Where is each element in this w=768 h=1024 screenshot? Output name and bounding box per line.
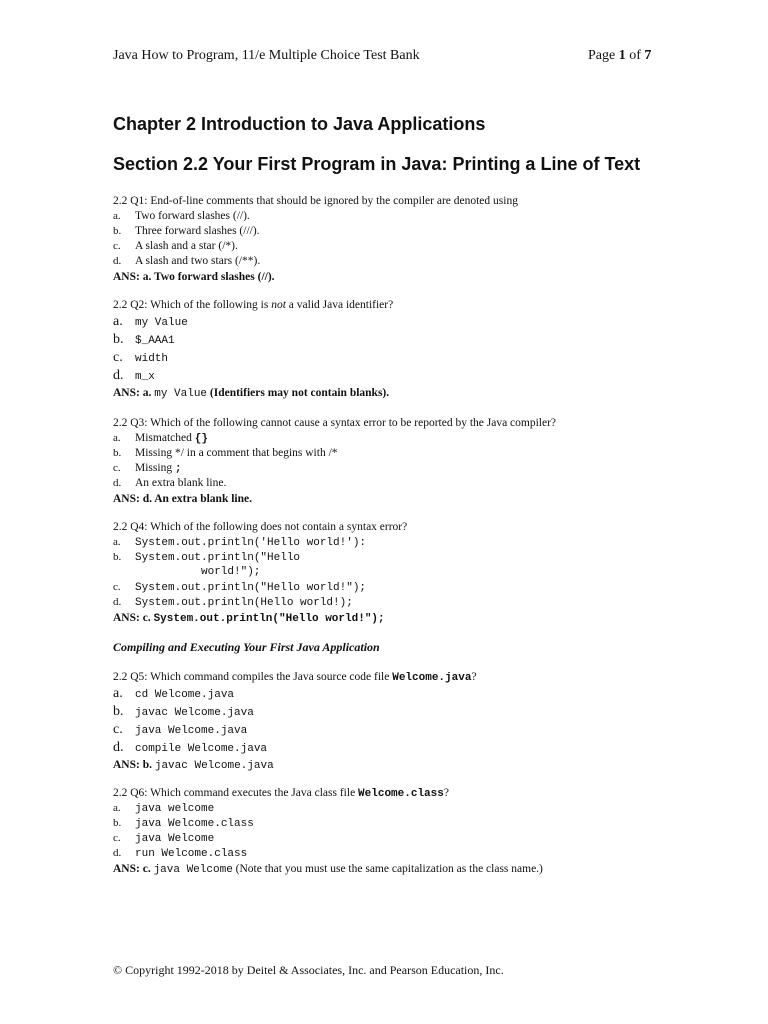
option-d: d. System.out.println(Hello world!); [113, 596, 353, 609]
copyright-footer: © Copyright 1992-2018 by Deitel & Associates, Inc. and Pearson Education, Inc. [113, 963, 504, 977]
chapter-title: Chapter 2 Introduction to Java Applications [113, 114, 486, 134]
question-6 [113, 786, 543, 877]
question-text: 2.2 Q2: Which of the following is not a valid Java identifier? [113, 299, 394, 311]
option-d: d. A slash and two stars (/**). [113, 255, 261, 267]
section-title: Section 2.2 Your First Program in Java: Printing a Line of Text [113, 154, 641, 174]
question-2 [113, 298, 393, 401]
question-1 [113, 194, 518, 285]
option-b: b. $_AAA1 [113, 332, 175, 347]
option-c: c. A slash and a star (/*). [113, 240, 238, 252]
option-a: a. Mismatched {} [113, 432, 208, 445]
question-text: 2.2 Q4: Which of the following does not contain a syntax error? [113, 521, 408, 533]
option-d: d. compile Welcome.java [113, 740, 268, 755]
subheading: Compiling and Executing Your First Java Application [113, 640, 380, 654]
question-5 [113, 670, 477, 773]
answer: ANS: b. javac Welcome.java [113, 759, 274, 772]
option-c: c. System.out.println("Hello world!"); [113, 581, 367, 594]
question-text: 2.2 Q1: End-of-line comments that should be ignored by the compiler are denoted using [113, 195, 518, 207]
option-a: a. System.out.println('Hello world!'): [113, 536, 367, 549]
header-title: Java How to Program, 11/e Multiple Choice Test Bank [113, 48, 420, 63]
option-b: b. System.out.println("Hello [113, 551, 301, 564]
option-c: c. width [113, 350, 169, 365]
question-text: 2.2 Q3: Which of the following cannot cause a syntax error to be reported by the Java compiler? [113, 417, 557, 429]
answer: ANS: a. Two forward slashes (//). [113, 271, 275, 283]
page-indicator: Page 1 of 7 [588, 48, 652, 63]
option-b: b. javac Welcome.java [113, 704, 254, 719]
option-d: d. m_x [113, 368, 155, 383]
option-b: b. Missing */ in a comment that begins with /* [113, 447, 338, 459]
question-3 [113, 416, 556, 507]
option-a: a. java welcome [113, 802, 215, 815]
option-b: b. Three forward slashes (///). [113, 225, 260, 237]
question-text: 2.2 Q6: Which command executes the Java class file Welcome.class? [113, 787, 449, 800]
option-b: b. java Welcome.class [113, 817, 254, 830]
answer: ANS: a. my Value (Identifiers may not contain blanks). [113, 387, 390, 400]
option-d: d. run Welcome.class [113, 847, 248, 860]
option-a: a. Two forward slashes (//). [113, 210, 250, 222]
answer: ANS: d. An extra blank line. [113, 493, 252, 505]
question-4 [113, 520, 407, 626]
option-c: c. Missing ; [113, 462, 182, 475]
option-d: d. An extra blank line. [113, 477, 227, 489]
answer: ANS: c. java Welcome (Note that you must use the same capitalization as the class name.) [113, 863, 543, 876]
option-a: a. cd Welcome.java [113, 686, 235, 701]
option-c: c. java Welcome.java [113, 722, 248, 737]
question-text: 2.2 Q5: Which command compiles the Java source code file Welcome.java? [113, 671, 477, 684]
option-c: c. java Welcome [113, 832, 215, 845]
option-a: a. my Value [113, 314, 188, 329]
answer: ANS: c. System.out.println("Hello world!"); [113, 612, 385, 625]
option-b-continuation: world!"); [201, 566, 261, 578]
